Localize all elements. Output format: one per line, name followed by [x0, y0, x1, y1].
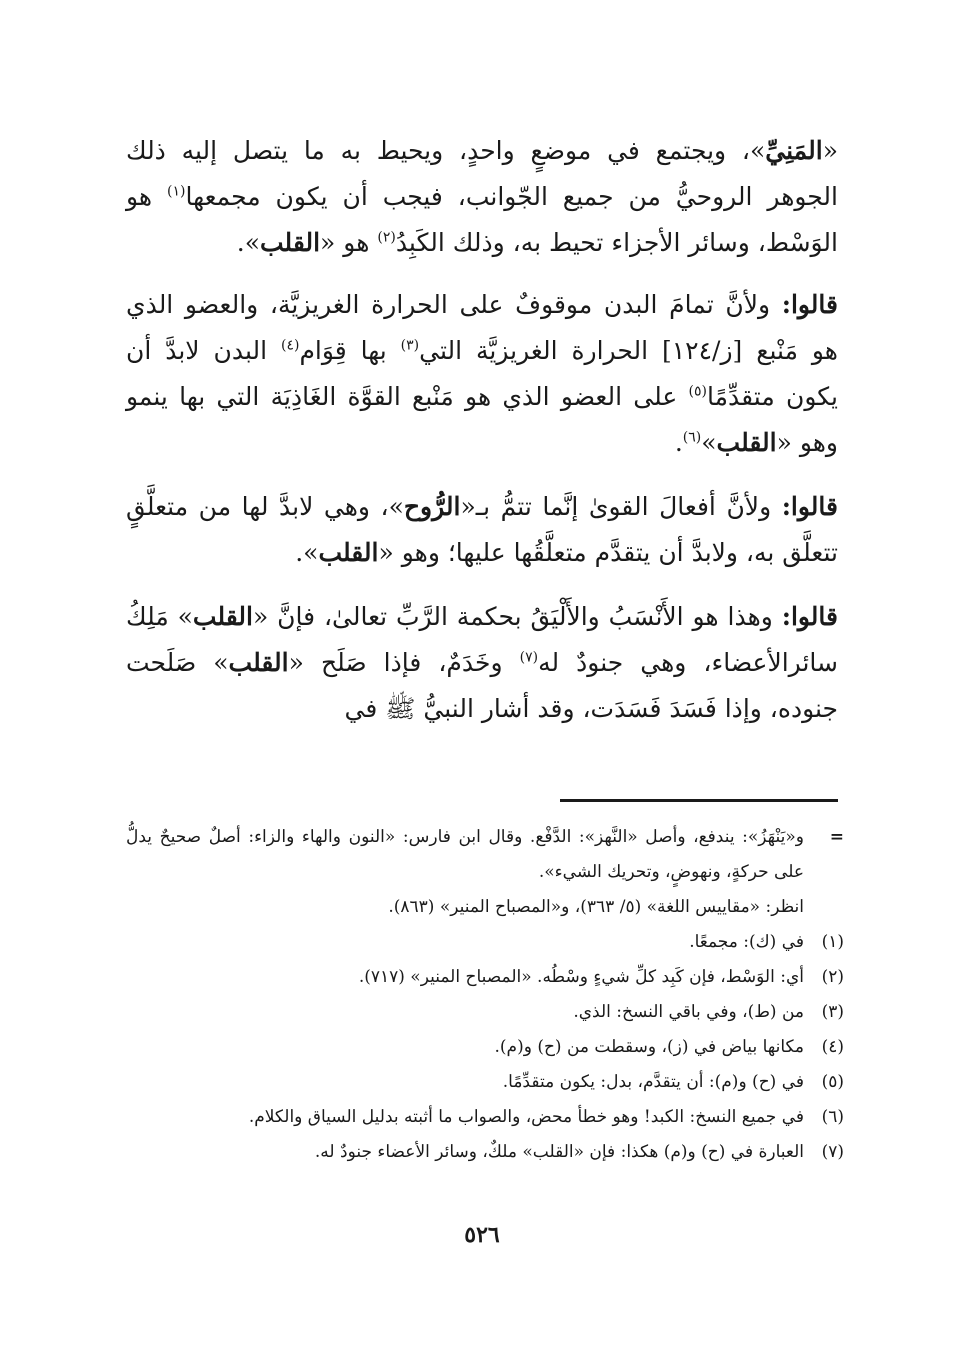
footnote-item: [126, 1135, 844, 1170]
footnote-item: [126, 995, 844, 1030]
paragraph-lead: قالوا:: [781, 602, 838, 631]
footnote-number: (٥): [821, 1072, 844, 1092]
paragraph-4: [126, 594, 838, 732]
main-text: [126, 128, 838, 750]
text-run: ولأنَّ تمامَ البدن موقوفٌ على الحرارة الغريزيَّة، والعضو الذي هو مَنْبع [ز/١٢٤] الحرارة الغريزيَّة التي: [126, 290, 838, 365]
footnote-text: أي: الوَسْط، فإن كَبِد كلِّ شيءٍ وسْطُه. «المصباح المنير» (٧١٧).: [358, 967, 804, 987]
bold-term: القلب: [716, 428, 777, 457]
footnote-item: [126, 925, 844, 960]
text-run: بها قِوَام: [299, 336, 401, 365]
bold-term: القلب: [192, 602, 253, 631]
text-run: وهذا هو الأَنْسَبُ والأَلْيَقُ بحكمة الرَّبِّ تعالىٰ، فإنَّ «: [252, 602, 782, 631]
text-run: » صَلَحت جنوده، وإذا فَسَدَ فَسَدَت، وقد أشار النبيُّ ﷺ في: [126, 648, 838, 723]
footnote-text: العبارة في (ح) و(م) هكذا: فإن «القلب» ملكٌ، وسائر الأعضاء جنودٌ له.: [314, 1142, 804, 1162]
text-run: البدن لابدَّ أن يكون متقدِّمًا: [126, 336, 838, 411]
footnote-number: (٧): [821, 1142, 844, 1162]
paragraph-lead: قالوا:: [781, 492, 838, 521]
page-number: ٥٢٦: [464, 1222, 500, 1248]
footnote-number: (٣): [821, 1002, 844, 1022]
footnote-text: انظر: «مقاييس اللغة» (٥/ ٣٦٣)، و«المصباح المنير» (٨٦٣).: [388, 897, 804, 917]
footnote-number: (٦): [821, 1107, 844, 1127]
footnotes: [126, 820, 844, 1170]
footnote-continuation: [126, 820, 844, 925]
footnote-number: (١): [821, 932, 844, 952]
footnote-ref[interactable]: (٣): [400, 337, 420, 354]
footnote-text: مكانها بياض في (ز)، وسقطت من (ح) و(م).: [494, 1037, 804, 1057]
footnote-divider: [560, 799, 838, 802]
bold-term: القلب: [318, 538, 379, 567]
bold-term: الرُّوح: [403, 492, 461, 521]
text-run: .: [674, 428, 683, 457]
footnote-ref[interactable]: (٧): [519, 649, 539, 666]
paragraph-3: [126, 484, 838, 576]
text-run: ولأنَّ أفعالَ القوىٰ إنَّما تتمُّ بـ«: [460, 492, 782, 521]
footnote-ref[interactable]: (٦): [682, 429, 702, 446]
text-run: »: [701, 428, 717, 457]
text-run: على العضو الذي هو مَنْبع القوَّة الغَاذِيَة التي بها ينمو وهو «: [126, 382, 838, 457]
text-run: هو الوَسْط، وسائر الأجزاء تحيط به، وذلك الكَبِدُ: [126, 182, 838, 257]
footnote-text: من (ط)، وفي باقي النسخ: الذي.: [573, 1002, 804, 1022]
paragraph-lead: قالوا:: [781, 290, 838, 319]
continuation-marker: =: [829, 827, 844, 847]
footnote-text: و«يَنْهَزُ»: يندفع، وأصل «النَّهز»: الدَّفْع. وقال ابن فارس: «النون والهاء والزاء: أصلٌ صحيحٌ يدلُّ على حركةٍ، ونهوضٍ، وتحريك الشيء».: [126, 827, 804, 882]
text-run: ».: [295, 538, 319, 567]
bold-term: المَنِيِّ: [765, 136, 823, 165]
footnote-text: في جميع النسخ: الكبد! وهو خطأ محض، والصواب ما أثبته بدليل السياق والكلام.: [248, 1107, 804, 1127]
footnote-ref[interactable]: (٤): [280, 337, 300, 354]
footnote-number: (٤): [821, 1037, 844, 1057]
text-run: هو «: [320, 228, 378, 257]
text-run: ».: [236, 228, 260, 257]
bold-term: القلب: [260, 228, 321, 257]
footnote-text: في (ح) و(م): أن يتقدَّم، بدل: يكون متقدِّمًا.: [502, 1072, 804, 1092]
footnote-ref[interactable]: (٢): [377, 229, 396, 246]
text-run: »، ويجتمع في موضعٍ واحدٍ، ويحيط به ما يتصل إليه ذلك الجوهر الروحيُّ من جميع الجّوانب، فيجب أن يكون مجمعها: [126, 136, 838, 211]
text-run: »، وهي لابدَّ لها من متعلَّقٍ تتعلَّق به، ولابدَّ أن يتقدَّم متعلَّقُها عليها؛ وهو «: [126, 492, 838, 567]
text-run: «: [822, 136, 838, 165]
footnote-ref[interactable]: (٥): [688, 383, 708, 400]
footnote-item: [126, 1030, 844, 1065]
text-run: » مَلِكُ سائرالأعضاء، وهي جنودٌ له: [126, 602, 838, 677]
footnote-ref[interactable]: (١): [167, 183, 186, 200]
footnote-number: (٢): [821, 967, 844, 987]
bold-term: القلب: [228, 648, 289, 677]
footnote-item: [126, 960, 844, 995]
footnote-item: [126, 1065, 844, 1100]
footnote-item: [126, 1100, 844, 1135]
paragraph-2: [126, 282, 838, 466]
text-run: وخَدَمٌ، فإذا صَلَح «: [288, 648, 520, 677]
paragraph-1: [126, 128, 838, 266]
footnote-text: في (ك): مجمعًا.: [689, 932, 804, 952]
